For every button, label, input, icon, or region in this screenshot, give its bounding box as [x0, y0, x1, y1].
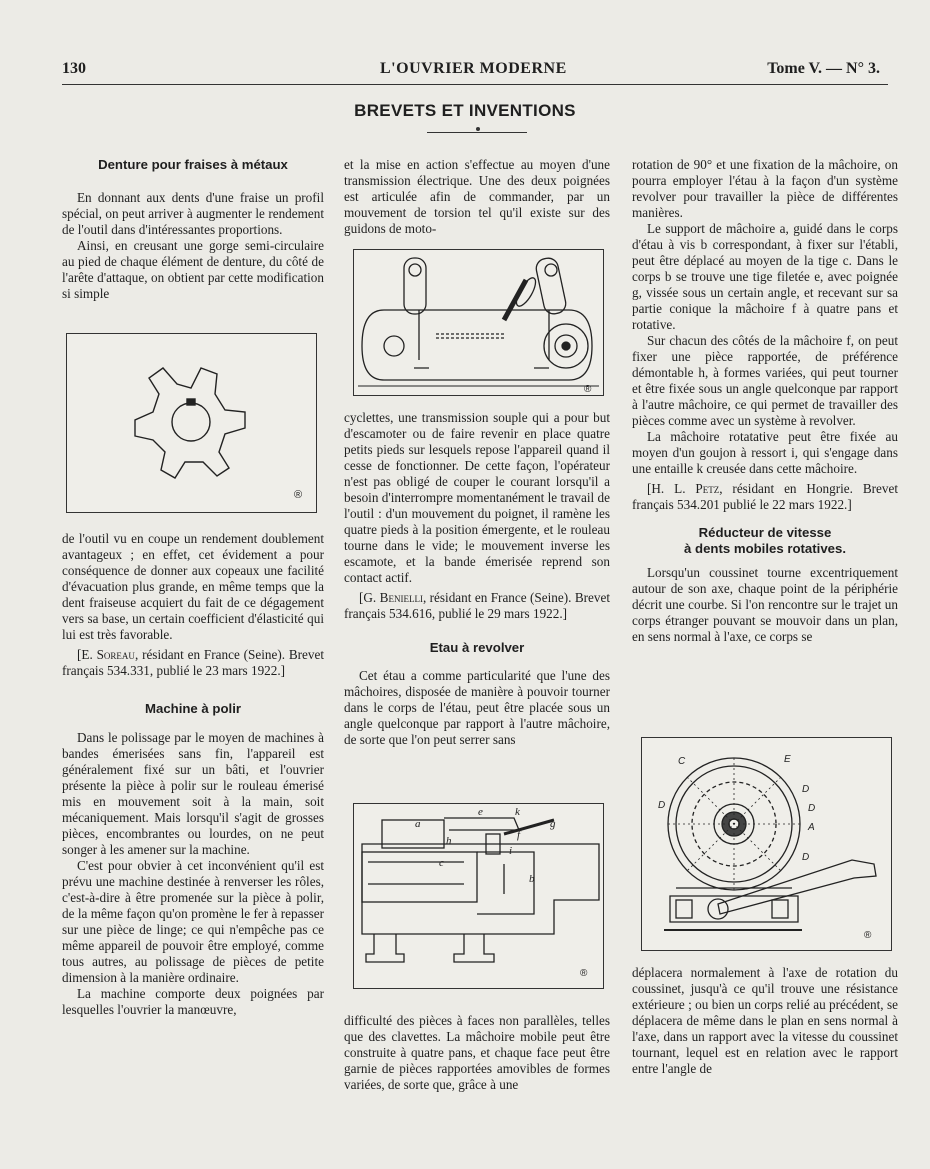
polishing-machine-drawing — [354, 250, 603, 395]
column-3-top — [632, 157, 898, 645]
paragraph: Dans le polissage par le moyen de machines à bandes émerisées sans fin, l'appareil est généralement fixé sur un bâti, et l'ouvrier présente la pièce à polir sur le rouleau émerisé mis en mouvement soit à la main, soit mécaniquement. Mais lorsqu'il s'agit de grosses pièces, encombrantes ou lourdes, on ne peut songer à les amener sur la machine. — [62, 730, 324, 857]
label-k: k — [515, 806, 520, 818]
label-i: i — [509, 845, 513, 857]
figure-mark: ® — [864, 930, 872, 941]
label-D-left: D — [658, 800, 666, 811]
paragraph: et la mise en action s'effectue au moyen d'une transmission électrique. Une des deux poignées est articulée afin de commander, par un mouvement de torsion tel qu'il existe sur des guidons de moto- — [344, 157, 610, 236]
abrasive-belt — [362, 310, 592, 380]
label-C: C — [678, 756, 686, 767]
patent-details: , résidant en France (Seine). Brevet français 534.616, publié le 29 mars 1922.] — [344, 590, 610, 621]
paragraph: Ainsi, en creusant une gorge semi-circulaire au pied de chaque élément de denture, du côté de l'arête d'attaque, on obtient par cette modification si simple — [62, 238, 324, 301]
inventor-name: E. Soreau — [81, 647, 135, 662]
article-heading-reducteur-line2: à dents mobiles rotatives. — [684, 541, 846, 556]
paragraph: de l'outil vu en coupe un rendement doublement avantageux ; en effet, cet évidement a pour conséquence de donner aux copeaux une facilité d'évacuation plus grande, en même temps que la dent fraiseuse acquiert du fait de ce dégagement vers sa base, un certain coefficient d'élasticité qui lui est très favorable. — [62, 531, 324, 642]
paragraph: déplacera normalement à l'axe de rotation du coussinet, jusqu'à ce qu'il trouve une résistance extérieure ; ou bien un corps relié au précédent, se déplacera de même dans le plan en sens normal à l'axe, dans un rapport avec la vitesse du coussinet tournant, lequel est en relation avec le rapport entre l'angle de — [632, 965, 898, 1076]
article-heading-machine-polir: Machine à polir — [145, 701, 241, 716]
header-rule — [62, 84, 888, 85]
column-1-top — [62, 157, 324, 302]
paragraph: La machine comporte deux poignées par lesquelles l'ouvrier la manœuvre, — [62, 986, 324, 1017]
paragraph: rotation de 90° et une fixation de la mâchoire, on pourra employer l'étau à la façon d'un système revolver pour travailler la pièce de différentes manières. — [632, 157, 898, 220]
paragraph: Sur chacun des côtés de la mâchoire f, on peut fixer une pièce rapportée, de préférence démontable h, à formes variées, qui peut tourner et être fixée sous un angle quelconque par rapport à l'autre mâchoire, ce qui permet de travailler des pièces comme avec un système à revolver. — [632, 333, 898, 428]
cutter-bore — [172, 403, 210, 441]
section-title: BREVETS ET INVENTIONS — [354, 101, 576, 120]
label-E: E — [784, 754, 791, 765]
magazine-title: L'OUVRIER MODERNE — [380, 60, 567, 77]
label-D-lower: D — [802, 852, 810, 863]
figure-polishing-machine — [353, 249, 604, 396]
figure-speed-reducer — [641, 737, 892, 951]
label-g: g — [550, 818, 556, 830]
column-2-bottom — [344, 1013, 610, 1093]
article-heading-etau: Etau à revolver — [429, 640, 525, 655]
title-rule — [427, 132, 527, 133]
paragraph: difficulté des pièces à faces non parallèles, telles que des clavettes. La mâchoire mobile peut être construite à quatre pans, et chaque face peut être garnie de pièces rapportées amovibles de formes variées, de sorte que, grâce à une — [344, 1013, 610, 1092]
label-e: e — [478, 806, 483, 818]
label-a: a — [415, 818, 421, 830]
page-number: 130 — [62, 60, 86, 77]
label-D-mid: D — [808, 803, 816, 814]
label-b: b — [529, 873, 535, 885]
milling-cutter-drawing — [67, 334, 316, 512]
issue-number: Tome V. — N° 3. — [767, 60, 880, 77]
patent-reference: [G. Benielli, résidant en France (Seine). Brevet français 534.616, publié le 29 mars 1922.] — [344, 590, 610, 621]
paragraph: En donnant aux dents d'une fraise un profil spécial, on peut arriver à augmenter le rendement de l'outil dans d'intéressantes proportions. — [62, 190, 324, 237]
cutter-teeth-outline — [135, 368, 245, 478]
vise-body — [362, 844, 599, 934]
patent-reference: [H. L. Petz, résidant en Hongrie. Brevet français 534.201 publié le 22 mars 1922.] — [632, 481, 898, 512]
label-c: c — [439, 857, 444, 869]
title-ornament — [476, 127, 480, 131]
paragraph: Le support de mâchoire a, guidé dans le corps d'étau à vis b correspondant, à fixer sur l'établi, peut être déplacé au moyen de la tige c. Dans le corps b se trouve une tige filetée e, avec poignée g, vissée sous un certain angle, et recevant sur sa partie conique la mâchoire f à quatre pans et rotative. — [632, 221, 898, 332]
revolver-vise-drawing — [354, 804, 603, 988]
article-heading-reducteur: Réducteur de vitesse — [698, 525, 832, 540]
paragraph: C'est pour obvier à cet inconvénient qu'il est prévu une machine destinée à renverser les rôles, c'est-à-dire à être promenée sur la pièce à polir, de la même façon qu'on promène le fer à repasser sur une pièce de linge; ce qui n'empêche pas ce même appareil de pouvoir être employé, comme tous autres, au polissage de pièces de petite dimension à la manière ordinaire. — [62, 858, 324, 985]
figure-milling-cutter — [66, 333, 317, 513]
patent-reference: [E. Soreau, résidant en France (Seine). Brevet français 534.331, publié le 23 mars 1922.] — [62, 647, 325, 678]
inventor-name: H. L. Petz — [651, 481, 720, 496]
column-2-middle — [344, 410, 610, 748]
column-2-top — [344, 157, 610, 237]
paragraph: La mâchoire rotatative peut être fixée au moyen d'un goujon à ressort i, qui s'engage dans une entaille k creusée dans cette mâchoire. — [632, 429, 898, 476]
inventor-name: G. Benielli — [363, 590, 423, 605]
paragraph: Lorsqu'un coussinet tourne excentriquement autour de son axe, chaque point de la périphérie décrit une courbe. Si l'on rencontre sur le trajet un corps étranger pouvant se mouvoir dans un plan, en sens normal à l'axe, ce corps se — [632, 565, 898, 644]
label-A: A — [808, 822, 815, 833]
figure-mark: ® — [294, 489, 303, 501]
label-h: h — [446, 835, 452, 847]
figure-revolver-vise — [353, 803, 604, 989]
label-D-upper: D — [802, 784, 810, 795]
paragraph: Cet étau a comme particularité que l'une des mâchoires, disposée de manière à pouvoir tourner dans le corps de l'étau, peut être placée sous un angle quelconque par rapport à l'autre mâchoire, de sorte que l'on peut serrer sans — [344, 668, 610, 747]
figure-mark: ® — [584, 384, 592, 395]
running-head — [62, 60, 880, 80]
patent-details: , résidant en France (Seine). Brevet français 534.331, publié le 23 mars 1922.] — [62, 647, 325, 678]
speed-reducer-drawing — [642, 738, 891, 950]
article-heading-denture: Denture pour fraises à métaux — [98, 157, 288, 172]
label-f: f — [517, 829, 521, 841]
figure-mark: ® — [580, 968, 588, 979]
paragraph: cyclettes, une transmission souple qui a pour but d'escamoter ou de faire revenir en place quatre petits pieds sur lesquels repose l'appareil quand il cesse de fonctionner. De cette façon, l'opérateur n'est pas obligé de couper le courant lorsqu'il a besoin d'interrompre momentanément le travail de l'outil : d'un mouvement du poignet, il ramène les quatre pieds à la position émergente, et le rouleau tourne dans le vide; le mouvement inverse les escamote, et la bande émerisée reprend son contact actif. — [344, 410, 610, 585]
column-1-bottom — [62, 531, 324, 1018]
column-3-bottom — [632, 965, 898, 1077]
patent-details: , résidant en Hongrie. Brevet français 534.201 publié le 22 mars 1922.] — [632, 481, 898, 512]
